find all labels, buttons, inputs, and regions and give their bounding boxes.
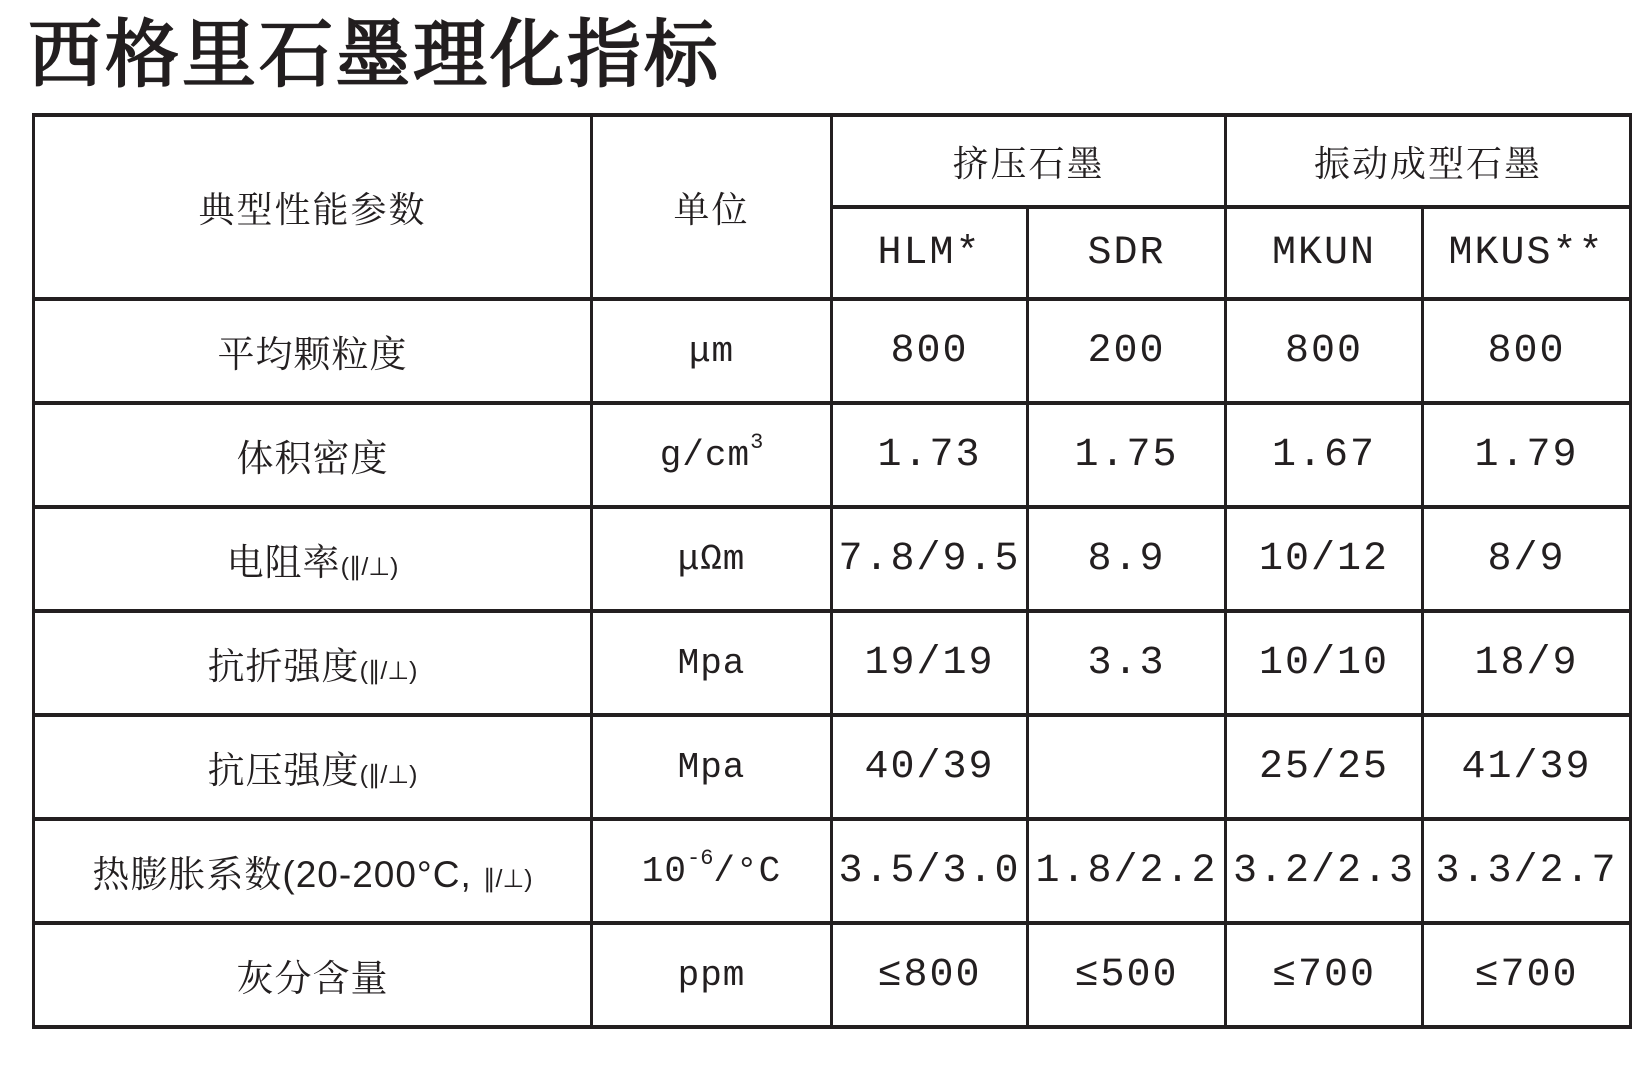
table-row bbox=[34, 299, 1631, 403]
param-label: 灰分含量 bbox=[236, 958, 389, 999]
col-header-mkun: MKUN bbox=[1226, 207, 1423, 299]
graphite-specs-table bbox=[32, 113, 1632, 1029]
value-cell: ≤500 bbox=[1028, 923, 1226, 1027]
value-cell: 7.8/9.5 bbox=[832, 507, 1028, 611]
value-cell: 10/10 bbox=[1226, 611, 1423, 715]
param-label-small: ∥/⊥) bbox=[483, 865, 533, 893]
value-cell: ≤700 bbox=[1423, 923, 1631, 1027]
param-label-small: (∥/⊥) bbox=[359, 657, 418, 685]
value-cell: 41/39 bbox=[1423, 715, 1631, 819]
param-label: 电阻率 bbox=[226, 542, 341, 583]
value-cell: 1.79 bbox=[1423, 403, 1631, 507]
value-cell: 25/25 bbox=[1226, 715, 1423, 819]
value-cell: 1.8/2.2 bbox=[1028, 819, 1226, 923]
value-cell: ≤700 bbox=[1226, 923, 1423, 1027]
value-cell: 19/19 bbox=[832, 611, 1028, 715]
header-group-row bbox=[34, 115, 1631, 207]
value-cell: 3.5/3.0 bbox=[832, 819, 1028, 923]
col-header-unit: 单位 bbox=[592, 115, 832, 299]
value-cell: 1.67 bbox=[1226, 403, 1423, 507]
value-cell: 3.2/2.3 bbox=[1226, 819, 1423, 923]
unit-cell: μΩm bbox=[592, 507, 832, 611]
col-header-parameter: 典型性能参数 bbox=[34, 115, 592, 299]
page-title: 西格里石墨理化指标 bbox=[28, 12, 721, 98]
value-cell: 8/9 bbox=[1423, 507, 1631, 611]
param-cell bbox=[34, 819, 592, 923]
value-cell: 10/12 bbox=[1226, 507, 1423, 611]
value-cell: ≤800 bbox=[832, 923, 1028, 1027]
unit-cell: Mpa bbox=[592, 611, 832, 715]
value-cell: 800 bbox=[1226, 299, 1423, 403]
col-header-sdr: SDR bbox=[1028, 207, 1226, 299]
value-cell: 40/39 bbox=[832, 715, 1028, 819]
table-row bbox=[34, 923, 1631, 1027]
value-cell: 800 bbox=[1423, 299, 1631, 403]
col-header-hlm: HLM* bbox=[832, 207, 1028, 299]
param-label: 抗压强度 bbox=[207, 750, 360, 791]
value-cell: 200 bbox=[1028, 299, 1226, 403]
value-cell: 800 bbox=[832, 299, 1028, 403]
table-row bbox=[34, 611, 1631, 715]
value-cell: 3.3 bbox=[1028, 611, 1226, 715]
param-label-small: (∥/⊥) bbox=[359, 761, 418, 789]
param-label: 抗折强度 bbox=[207, 646, 360, 687]
value-cell-empty bbox=[1028, 715, 1226, 819]
unit-cell: Mpa bbox=[592, 715, 832, 819]
unit-cell: $g/cm^3$ bbox=[592, 403, 832, 507]
value-cell: 1.75 bbox=[1028, 403, 1226, 507]
col-group-extruded-graphite: 挤压石墨 bbox=[832, 115, 1226, 207]
table-row bbox=[34, 819, 1631, 923]
value-cell: 1.73 bbox=[832, 403, 1028, 507]
unit-cell: μm bbox=[592, 299, 832, 403]
col-header-mkus: MKUS** bbox=[1423, 207, 1631, 299]
value-cell: 8.9 bbox=[1028, 507, 1226, 611]
param-label: 体积密度 bbox=[236, 438, 389, 479]
param-cell bbox=[34, 299, 592, 403]
param-label: 平均颗粒度 bbox=[217, 334, 408, 375]
param-cell bbox=[34, 403, 592, 507]
param-label-small: (∥/⊥) bbox=[340, 553, 399, 581]
table-row bbox=[34, 403, 1631, 507]
table-row bbox=[34, 715, 1631, 819]
table-row bbox=[34, 507, 1631, 611]
param-label: 热膨胀系数(20-200°C, bbox=[92, 854, 484, 895]
param-cell bbox=[34, 715, 592, 819]
unit-cell: ppm bbox=[592, 923, 832, 1027]
col-group-vibration-molded-graphite: 振动成型石墨 bbox=[1226, 115, 1631, 207]
param-cell bbox=[34, 923, 592, 1027]
param-cell bbox=[34, 507, 592, 611]
value-cell: 3.3/2.7 bbox=[1423, 819, 1631, 923]
param-cell bbox=[34, 611, 592, 715]
value-cell: 18/9 bbox=[1423, 611, 1631, 715]
unit-cell: $10^{-6}/^\circ C$ bbox=[592, 819, 832, 923]
